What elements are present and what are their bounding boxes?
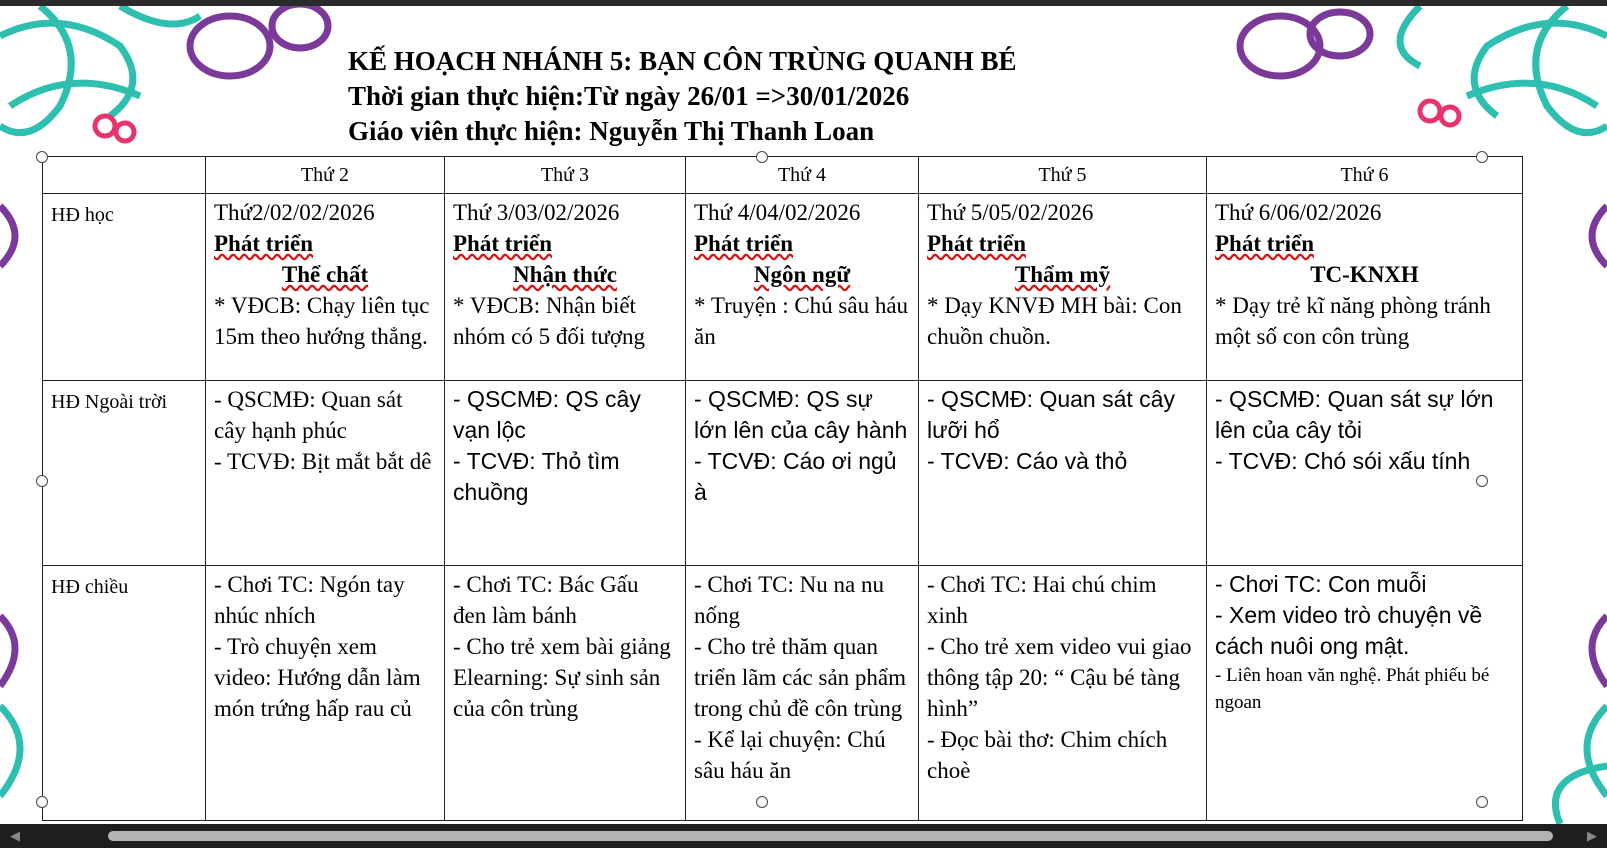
resize-handle-bottom[interactable] bbox=[756, 796, 768, 808]
cell-subject: Thể chất bbox=[281, 262, 369, 287]
cell-line: * VĐCB: Nhận biết nhóm có 5 đối tượng bbox=[453, 293, 646, 349]
cell-line: * Truyện : Chú sâu háu ăn bbox=[694, 293, 909, 349]
cell-subject: Ngôn ngữ bbox=[753, 262, 851, 287]
cell-line: - TCVĐ: Cáo và thỏ bbox=[927, 448, 1128, 474]
resize-handle-right[interactable] bbox=[1476, 475, 1488, 487]
cell-line: - Cho trẻ xem bài giảng Elearning: Sự sinh sản của côn trùng bbox=[453, 634, 671, 721]
cell-date: Thứ 4/04/02/2026 bbox=[694, 200, 861, 225]
table-cell bbox=[919, 194, 1207, 381]
cell-line: - TCVĐ: Chó sói xấu tính bbox=[1215, 448, 1471, 474]
cell-area: Phát triển bbox=[927, 231, 1027, 256]
cell-date: Thứ 3/03/02/2026 bbox=[453, 200, 620, 225]
cell-line: - QSCMĐ: Quan sát sự lớn lên của cây tỏi bbox=[1215, 386, 1494, 443]
table-cell bbox=[1207, 381, 1523, 566]
table-header-row bbox=[43, 157, 1523, 194]
header-day: Thứ 5 bbox=[919, 157, 1207, 194]
cell-line: - Cho trẻ thăm quan triển lãm các sản phẩm trong chủ đề côn trùng bbox=[694, 634, 907, 721]
cell-line: - Chơi TC: Nu na nu nống bbox=[694, 572, 884, 628]
cell-subject: Nhận thức bbox=[513, 262, 617, 287]
table-cell bbox=[445, 194, 686, 381]
resize-handle-top-left[interactable] bbox=[36, 151, 48, 163]
table-cell bbox=[1207, 194, 1523, 381]
resize-handle-bottom-right[interactable] bbox=[1476, 796, 1488, 808]
table-cell bbox=[686, 381, 919, 566]
table-cell bbox=[206, 194, 445, 381]
cell-subject: Thẩm mỹ bbox=[1014, 262, 1111, 287]
header-day: Thứ 3 bbox=[445, 157, 686, 194]
cell-area: Phát triển bbox=[214, 231, 314, 256]
header-day: Thứ 4 bbox=[686, 157, 919, 194]
plan-title: KẾ HOẠCH NHÁNH 5: BẠN CÔN TRÙNG QUANH BÉ bbox=[348, 46, 1017, 76]
header-day: Thứ 2 bbox=[206, 157, 445, 194]
weekly-plan-table[interactable] bbox=[42, 156, 1523, 821]
cell-line: - QSCMĐ: QS cây vạn lộc bbox=[453, 386, 641, 443]
resize-handle-bottom-left[interactable] bbox=[36, 796, 48, 808]
table-cell bbox=[445, 381, 686, 566]
header-day: Thứ 6 bbox=[1207, 157, 1523, 194]
table-row-hd-hoc bbox=[43, 194, 1523, 381]
plan-teacher: Giáo viên thực hiện: Nguyễn Thị Thanh Loan bbox=[348, 116, 875, 146]
cell-line: - Cho trẻ xem video vui giao thông tập 20: “ Cậu bé tàng hình” bbox=[927, 634, 1192, 721]
resize-handle-top-right[interactable] bbox=[1476, 151, 1488, 163]
cell-line: - Xem video trò chuyện về cách nuôi ong mật. bbox=[1215, 602, 1483, 659]
cell-line: - QSCMĐ: Quan sát cây lưỡi hổ bbox=[927, 386, 1175, 443]
table-row-hd-ngoai-troi bbox=[43, 381, 1523, 566]
cell-line: - Liên hoan văn nghệ. Phát phiếu bé ngoan bbox=[1215, 665, 1490, 713]
header-corner-cell bbox=[43, 157, 206, 194]
cell-line: - TCVĐ: Bịt mắt bắt dê bbox=[214, 449, 432, 474]
cell-date: Thứ 5/05/02/2026 bbox=[927, 200, 1094, 225]
row-label: HĐ chiều bbox=[43, 566, 206, 821]
table-cell bbox=[686, 194, 919, 381]
cell-line: - Trò chuyện xem video: Hướng dẫn làm món trứng hấp rau củ bbox=[214, 634, 421, 721]
plan-time: Thời gian thực hiện:Từ ngày 26/01 =>30/01/2026 bbox=[348, 81, 910, 111]
cell-line: * Dạy KNVĐ MH bài: Con chuồn chuồn. bbox=[927, 293, 1182, 349]
cell-subject: TC-KNXH bbox=[1310, 262, 1419, 287]
cell-line: - Đọc bài thơ: Chim chích choè bbox=[927, 727, 1168, 783]
horizontal-scrollbar[interactable] bbox=[0, 824, 1607, 848]
row-label: HĐ học bbox=[43, 194, 206, 381]
cell-line: * VĐCB: Chạy liên tục 15m theo hướng thẳng. bbox=[214, 293, 430, 349]
cell-area: Phát triển bbox=[694, 231, 794, 256]
table-row-hd-chieu bbox=[43, 566, 1523, 821]
table-cell bbox=[919, 381, 1207, 566]
cell-date: Thứ 6/06/02/2026 bbox=[1215, 200, 1382, 225]
table-cell bbox=[686, 566, 919, 821]
resize-handle-left[interactable] bbox=[36, 475, 48, 487]
scroll-left-arrow-icon[interactable]: ◀ bbox=[10, 829, 20, 844]
resize-handle-top[interactable] bbox=[756, 151, 768, 163]
table-cell bbox=[206, 566, 445, 821]
cell-line: - TCVĐ: Thỏ tìm chuồng bbox=[453, 448, 620, 505]
cell-area: Phát triển bbox=[1215, 231, 1315, 256]
cell-line: - QSCMĐ: Quan sát cây hạnh phúc bbox=[214, 387, 403, 443]
table-cell bbox=[1207, 566, 1523, 821]
cell-line: * Dạy trẻ kĩ năng phòng tránh một số con côn trùng bbox=[1215, 293, 1491, 349]
scroll-right-arrow-icon[interactable]: ▶ bbox=[1587, 829, 1597, 844]
scrollbar-thumb[interactable] bbox=[108, 831, 1553, 841]
slide-canvas bbox=[0, 6, 1607, 824]
cell-line: - Kể lại chuyện: Chú sâu háu ăn bbox=[694, 727, 886, 783]
cell-line: - QSCMĐ: QS sự lớn lên của cây hành bbox=[694, 386, 908, 443]
cell-line: - Chơi TC: Bác Gấu đen làm bánh bbox=[453, 572, 639, 628]
cell-area: Phát triển bbox=[453, 231, 553, 256]
row-label: HĐ Ngoài trời bbox=[43, 381, 206, 566]
table-cell bbox=[445, 566, 686, 821]
cell-date: Thứ2/02/02/2026 bbox=[214, 200, 375, 225]
cell-line: - Chơi TC: Ngón tay nhúc nhích bbox=[214, 572, 405, 628]
cell-line: - TCVĐ: Cáo ơi ngủ à bbox=[694, 448, 897, 505]
cell-line: - Chơi TC: Hai chú chim xinh bbox=[927, 572, 1157, 628]
table-cell bbox=[919, 566, 1207, 821]
cell-line: - Chơi TC: Con muỗi bbox=[1215, 571, 1427, 597]
table-cell bbox=[206, 381, 445, 566]
